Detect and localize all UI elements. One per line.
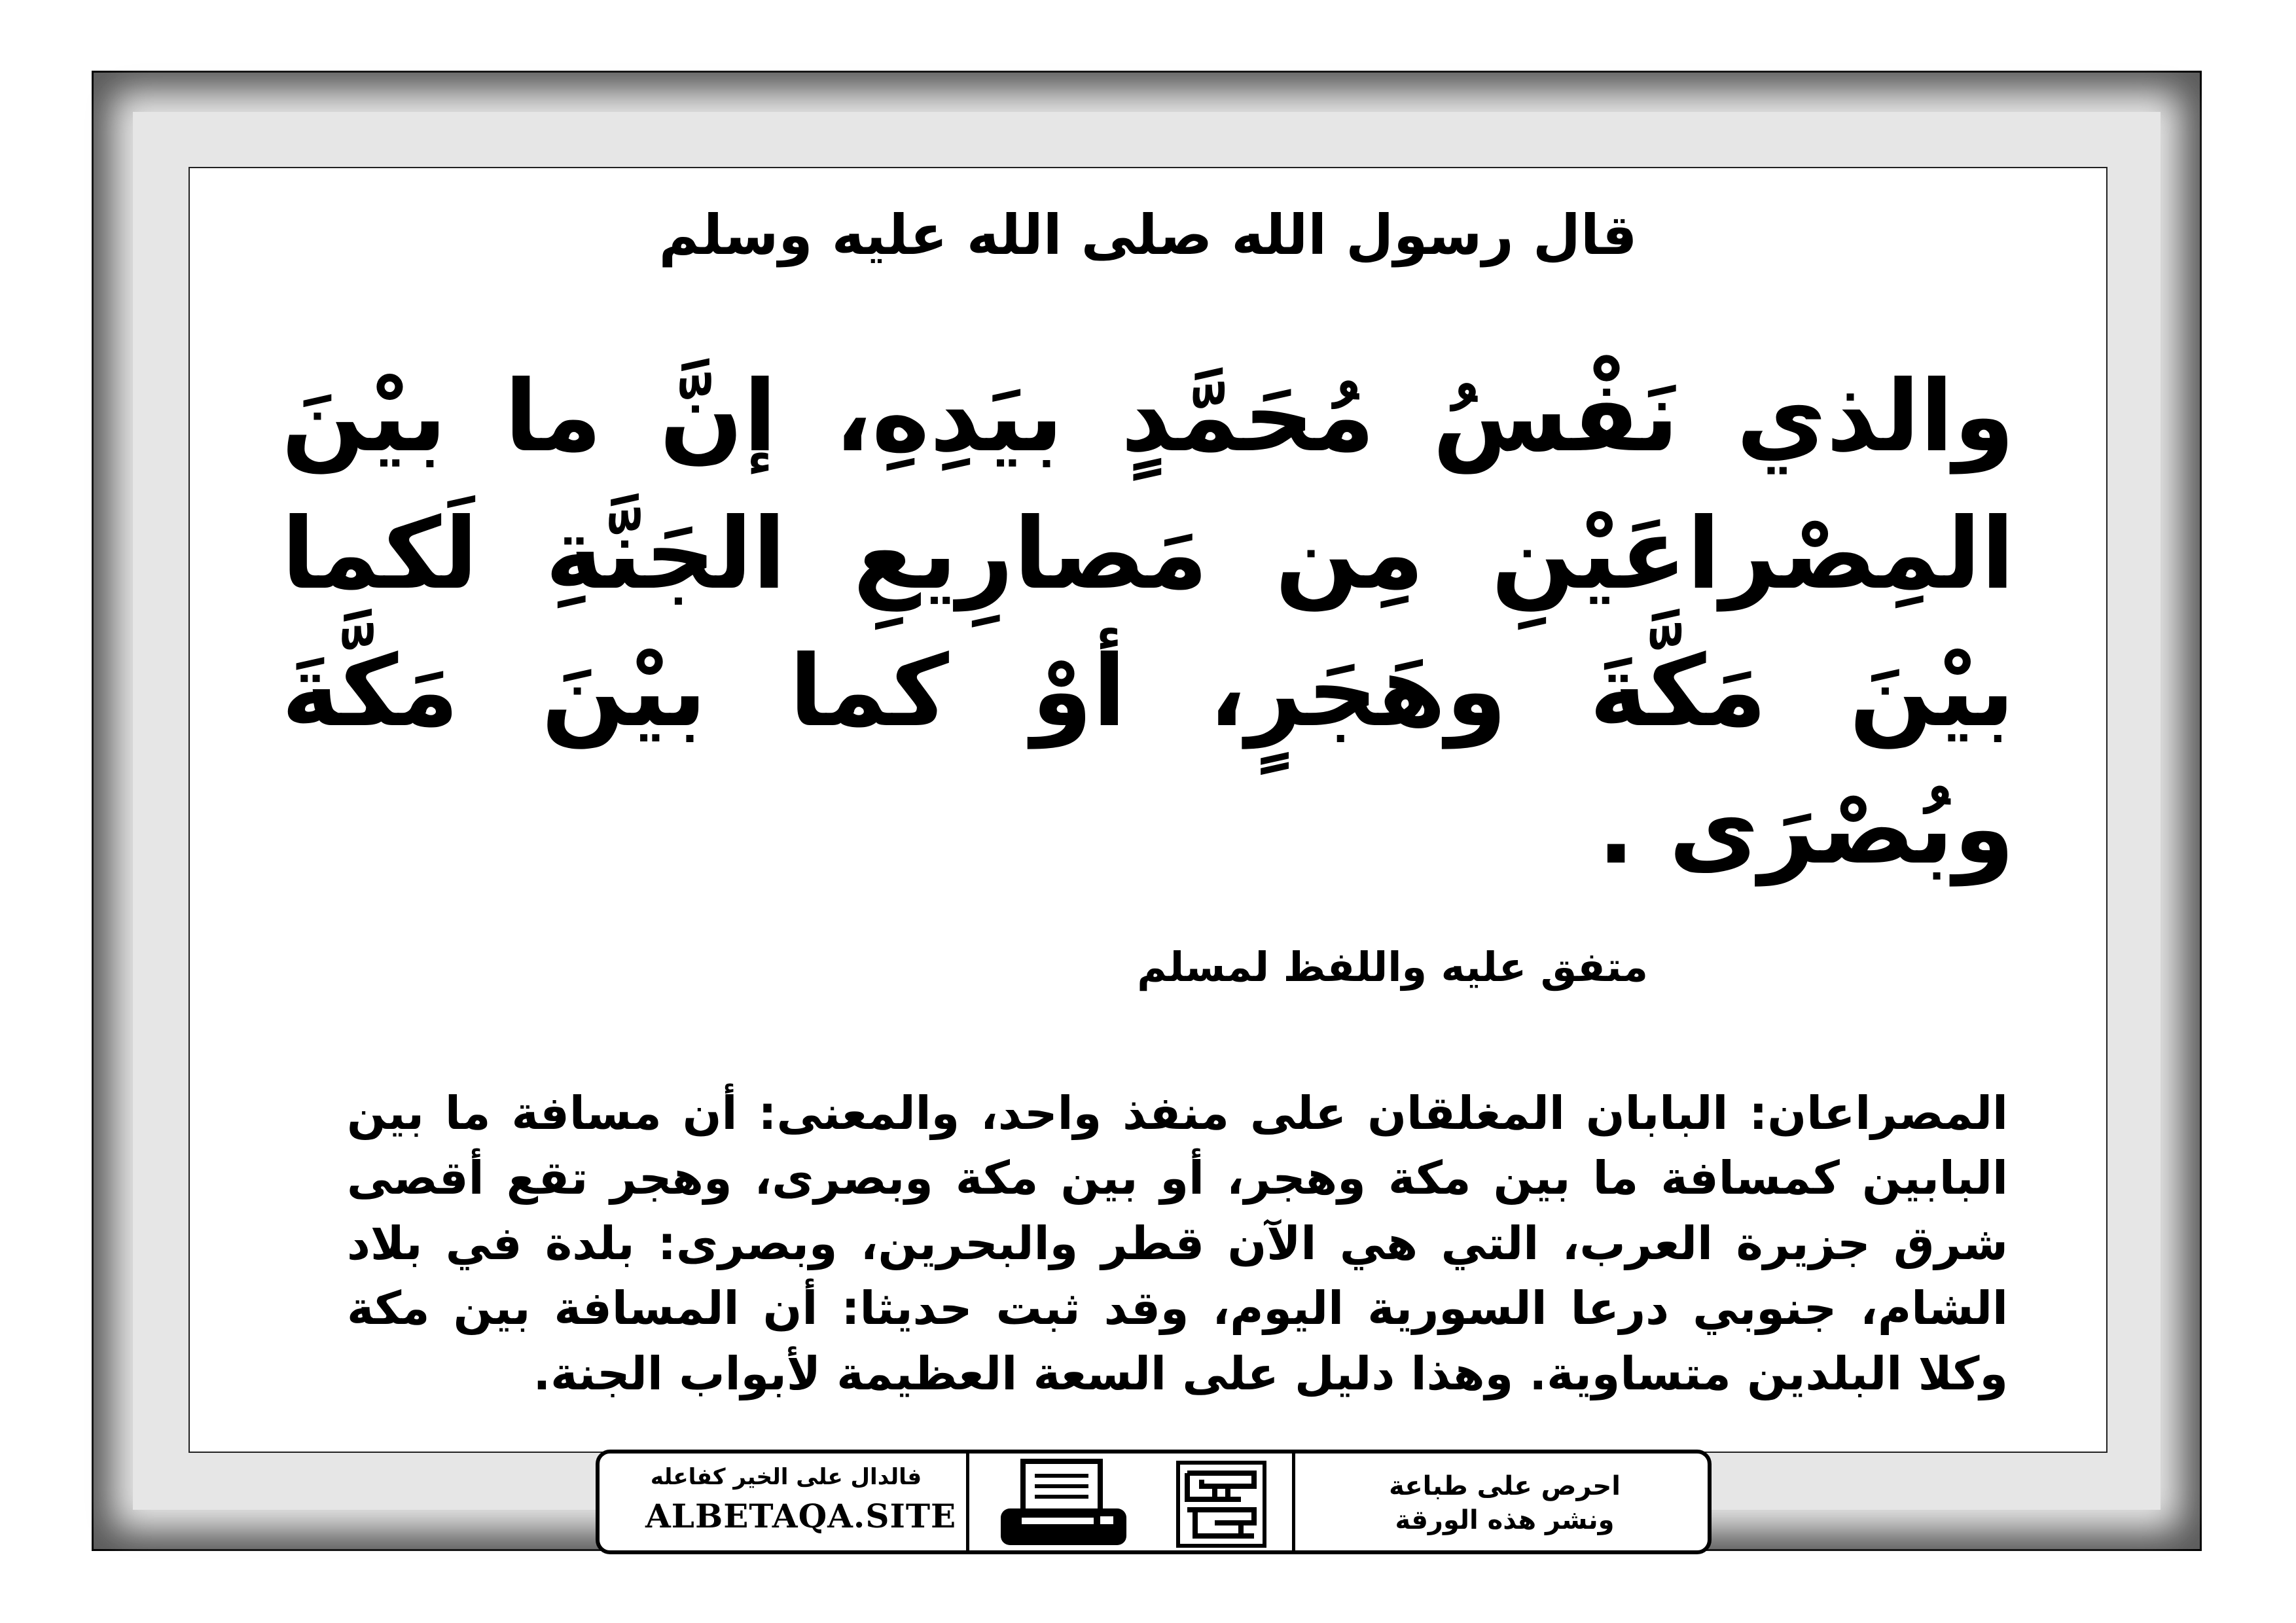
footer-site-link[interactable]: ALBETAQA.SITE: [645, 1496, 957, 1535]
logo-icon: [1175, 1460, 1267, 1548]
print-note-line1: احرص على طباعة: [1389, 1471, 1621, 1501]
footer-divider: [966, 1454, 969, 1550]
content-panel: [188, 167, 2108, 1453]
footer-print-note: [1348, 1469, 1662, 1537]
hadith-text: والذي نَفْسُ مُحَمَّدٍ بيَدِهِ، إنَّ ما بيْنَ المِصْراعَيْنِ مِن مَصارِيعِ الجَنَّةِ لَكما بيْنَ مَكَّةَ وهَجَرٍ، أوْ كما بيْنَ مَكَّةَ وبُصْرَى .: [281, 360, 2015, 886]
print-note-line2: ونشر هذه الورقة: [1395, 1505, 1615, 1535]
printer-icon: [996, 1457, 1133, 1549]
hadith-source: متفق عليه واللفظ لمسلم: [1137, 943, 1648, 991]
footer-divider: [1292, 1454, 1295, 1550]
footer-site-block: [645, 1464, 957, 1543]
footer-slogan: فالدال على الخير كفاعله: [650, 1464, 922, 1490]
footer-banner: [596, 1450, 1712, 1554]
heading: قال رسول الله صلى الله عليه وسلم: [658, 203, 1638, 267]
explanation-text: المصراعان: البابان المغلقان على منفذ واحد، والمعنى: أن مسافة ما بين البابين كمسافة ما بين مكة وهجر، أو بين مكة وبصرى، وهجر تقع أقصى شرق جزيرة العرب، التي هي الآن قطر والبحرين، وبصرى: بلدة في بلاد الشام، جنوبي درعا السورية اليوم، وقد ثبت حديثا: أن المسافة بين مكة وكلا البلدين متساوية. وهذا دليل على السعة العظيمة لأبواب الجنة.: [347, 1086, 2008, 1400]
